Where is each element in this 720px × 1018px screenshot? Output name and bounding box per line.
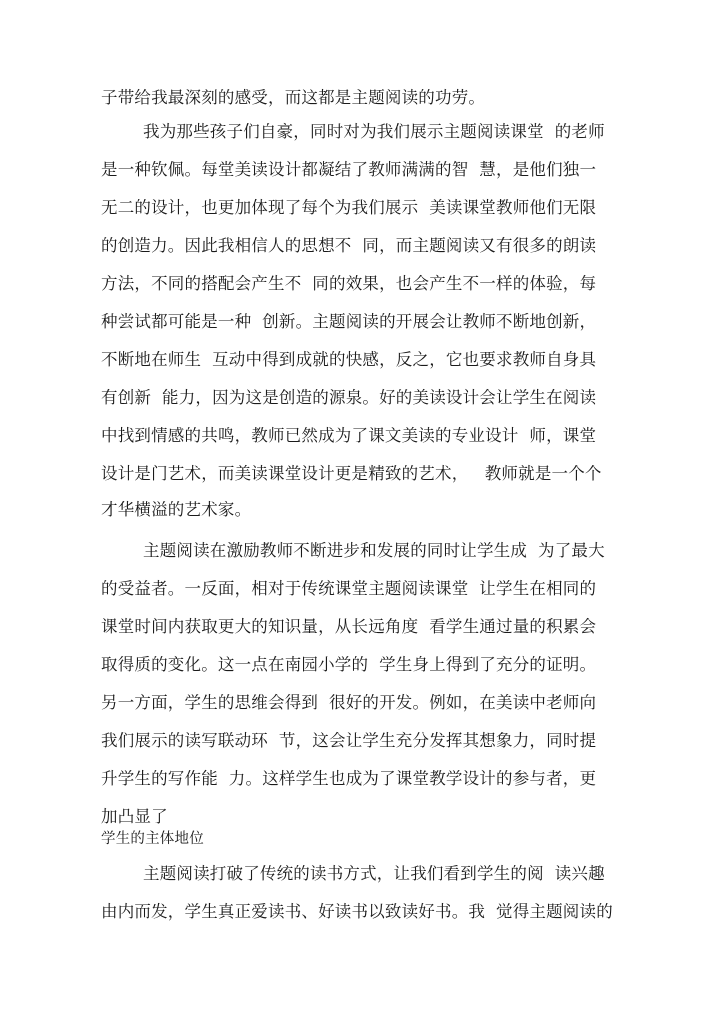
text-line: 才华横溢的艺术家。 (101, 500, 252, 519)
text-line: 另一方面，学生的思维会得到 很好的开发。例如，在美读中老师向 (101, 693, 597, 712)
text-line: 主题阅读打破了传统的读书方式，让我们看到学生的阅 读兴趣 (143, 864, 605, 883)
text-line: 种尝试都可能是一种 创新。主题阅读的开展会让教师不断地创新， (101, 312, 597, 331)
text-line: 有创新 能力，因为这是创造的源泉。好的美读设计会让学生在阅读 (101, 388, 597, 407)
text-line: 不断地在师生 互动中得到成就的快感，反之，它也要求教师自身具 (101, 350, 597, 369)
text-line: 课堂时间内获取更大的知识量，从长远角度 看学生通过量的积累会 (101, 617, 597, 636)
text-line: 由内而发，学生真正爱读书、好读书以致读好书。我 觉得主题阅读的 (101, 902, 613, 921)
text-line: 取得质的变化。这一点在南园小学的 学生身上得到了充分的证明。 (101, 655, 597, 674)
text-line: 方法，不同的搭配会产生不 同的效果，也会产生不一样的体验，每 (101, 274, 597, 293)
text-line: 升学生的写作能 力。这样学生也成为了课堂教学设计的参与者，更 (101, 769, 597, 788)
text-line: 我们展示的读写联动环 节，这会让学生充分发挥其想象力，同时提 (101, 731, 597, 750)
text-line: 是一种钦佩。每堂美读设计都凝结了教师满满的智 慧，是他们独一 (101, 160, 597, 179)
text-line: 学生的主体地位 (101, 831, 204, 847)
text-line: 中找到情感的共鸣，教师已然成为了课文美读的专业设计 师，课堂 (101, 426, 597, 445)
text-line: 设计是门艺术，而美读课堂设计更是精致的艺术， 教师就是一个个 (101, 464, 602, 483)
text-line: 子带给我最深刻的感受，而这都是主题阅读的功劳。 (101, 88, 486, 107)
text-line: 的创造力。因此我相信人的思想不 同，而主题阅读又有很多的朗读 (101, 236, 597, 255)
text-line: 无二的设计，也更加体现了每个为我们展示 美读课堂教师他们无限 (101, 198, 597, 217)
text-line: 主题阅读在激励教师不断进步和发展的同时让学生成 为了最大 (143, 541, 605, 560)
text-line: 加凸显了 (101, 807, 168, 826)
text-line: 的受益者。一反面，相对于传统课堂主题阅读课堂 让学生在相同的 (101, 579, 597, 598)
text-line: 我为那些孩子们自豪，同时对为我们展示主题阅读课堂 的老师 (143, 122, 605, 141)
